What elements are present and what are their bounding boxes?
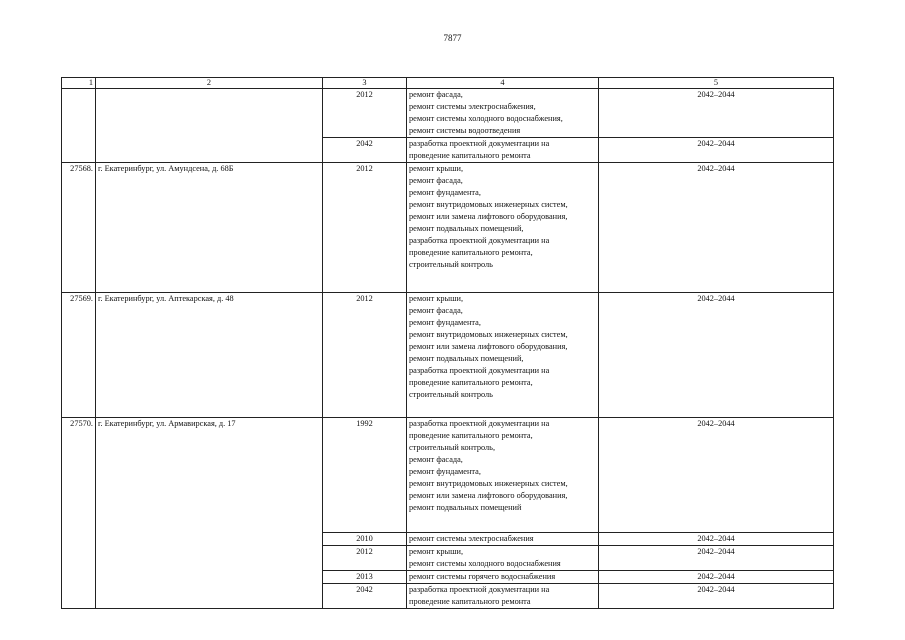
works-cell (407, 89, 599, 138)
address-cell: г. Екатеринбург, ул. Амундсена, д. 68Б (96, 163, 323, 293)
row-number: 27569. (62, 293, 96, 418)
work-item: ремонт подвальных помещений (409, 503, 522, 512)
period-cell: 2042–2044 (599, 584, 834, 609)
address-cell: г. Екатеринбург, ул. Аптекарская, д. 48 (96, 293, 323, 418)
work-item: ремонт крыши, (409, 294, 464, 303)
year-cell: 2012 (323, 546, 407, 571)
capital-repair-table (61, 77, 834, 609)
work-item: ремонт фасада, (409, 176, 463, 185)
period-cell: 2042–2044 (599, 89, 834, 138)
work-item: разработка проектной документации на (409, 236, 550, 245)
work-item: ремонт подвальных помещений, (409, 224, 524, 233)
works-cell (407, 293, 599, 418)
work-item: ремонт внутридомовых инженерных систем, (409, 200, 568, 209)
work-item: ремонт системы холодного водоснабжения (409, 559, 561, 568)
period-cell: 2042–2044 (599, 571, 834, 584)
table-row (62, 418, 834, 533)
table-header-row (62, 78, 834, 89)
work-item: ремонт системы холодного водоснабжения, (409, 114, 563, 123)
table-row (62, 293, 834, 418)
page-number: 7877 (443, 33, 462, 43)
work-item: ремонт крыши, (409, 547, 464, 556)
work-item: ремонт фасада, (409, 306, 463, 315)
works-cell (407, 584, 599, 609)
work-item: разработка проектной документации на (409, 585, 550, 594)
header-col-3: 3 (323, 78, 407, 89)
row-number: 27568. (62, 163, 96, 293)
work-item: ремонт фундамента, (409, 318, 481, 327)
work-item: ремонт системы электроснабжения, (409, 102, 536, 111)
work-item: ремонт фундамента, (409, 467, 481, 476)
work-item: строительный контроль, (409, 443, 496, 452)
address-cell (96, 89, 323, 163)
year-cell: 2010 (323, 533, 407, 546)
work-item: ремонт фасада, (409, 455, 463, 464)
work-item: ремонт крыши, (409, 164, 464, 173)
year-cell: 2012 (323, 89, 407, 138)
header-col-2: 2 (96, 78, 323, 89)
work-item: ремонт фундамента, (409, 188, 481, 197)
header-col-5: 5 (599, 78, 834, 89)
period-cell: 2042–2044 (599, 418, 834, 533)
work-item: ремонт или замена лифтового оборудования, (409, 491, 568, 500)
period-cell: 2042–2044 (599, 533, 834, 546)
row-number: 27570. (62, 418, 96, 609)
work-item: разработка проектной документации на (409, 419, 550, 428)
work-item: ремонт внутридомовых инженерных систем, (409, 330, 568, 339)
work-item: ремонт или замена лифтового оборудования, (409, 212, 568, 221)
table-row (62, 163, 834, 293)
works-cell (407, 533, 599, 546)
year-cell: 2042 (323, 584, 407, 609)
works-cell (407, 418, 599, 533)
year-cell: 1992 (323, 418, 407, 533)
works-cell (407, 546, 599, 571)
header-col-1: 1 (62, 78, 96, 89)
period-cell: 2042–2044 (599, 546, 834, 571)
work-item: проведение капитального ремонта, (409, 431, 533, 440)
works-cell (407, 138, 599, 163)
work-item: строительный контроль (409, 260, 493, 269)
works-cell (407, 571, 599, 584)
work-item: проведение капитального ремонта, (409, 248, 533, 257)
period-cell: 2042–2044 (599, 293, 834, 418)
work-item: строительный контроль (409, 390, 493, 399)
work-item: проведение капитального ремонта, (409, 378, 533, 387)
work-item: ремонт подвальных помещений, (409, 354, 524, 363)
table-row (62, 89, 834, 138)
works-cell (407, 163, 599, 293)
work-item: проведение капитального ремонта (409, 597, 531, 606)
work-item: ремонт или замена лифтового оборудования, (409, 342, 568, 351)
header-col-4: 4 (407, 78, 599, 89)
row-number (62, 89, 96, 163)
work-item: ремонт внутридомовых инженерных систем, (409, 479, 568, 488)
year-cell: 2012 (323, 163, 407, 293)
work-item: ремонт системы водоотведения (409, 126, 521, 135)
period-cell: 2042–2044 (599, 163, 834, 293)
work-item: ремонт фасада, (409, 90, 463, 99)
work-item: ремонт системы электроснабжения (409, 534, 534, 543)
year-cell: 2042 (323, 138, 407, 163)
work-item: проведение капитального ремонта (409, 151, 531, 160)
work-item: ремонт системы горячего водоснабжения (409, 572, 556, 581)
work-item: разработка проектной документации на (409, 366, 550, 375)
table-body (62, 89, 834, 609)
year-cell: 2013 (323, 571, 407, 584)
period-cell: 2042–2044 (599, 138, 834, 163)
address-cell: г. Екатеринбург, ул. Армавирская, д. 17 (96, 418, 323, 609)
year-cell: 2012 (323, 293, 407, 418)
work-item: разработка проектной документации на (409, 139, 550, 148)
